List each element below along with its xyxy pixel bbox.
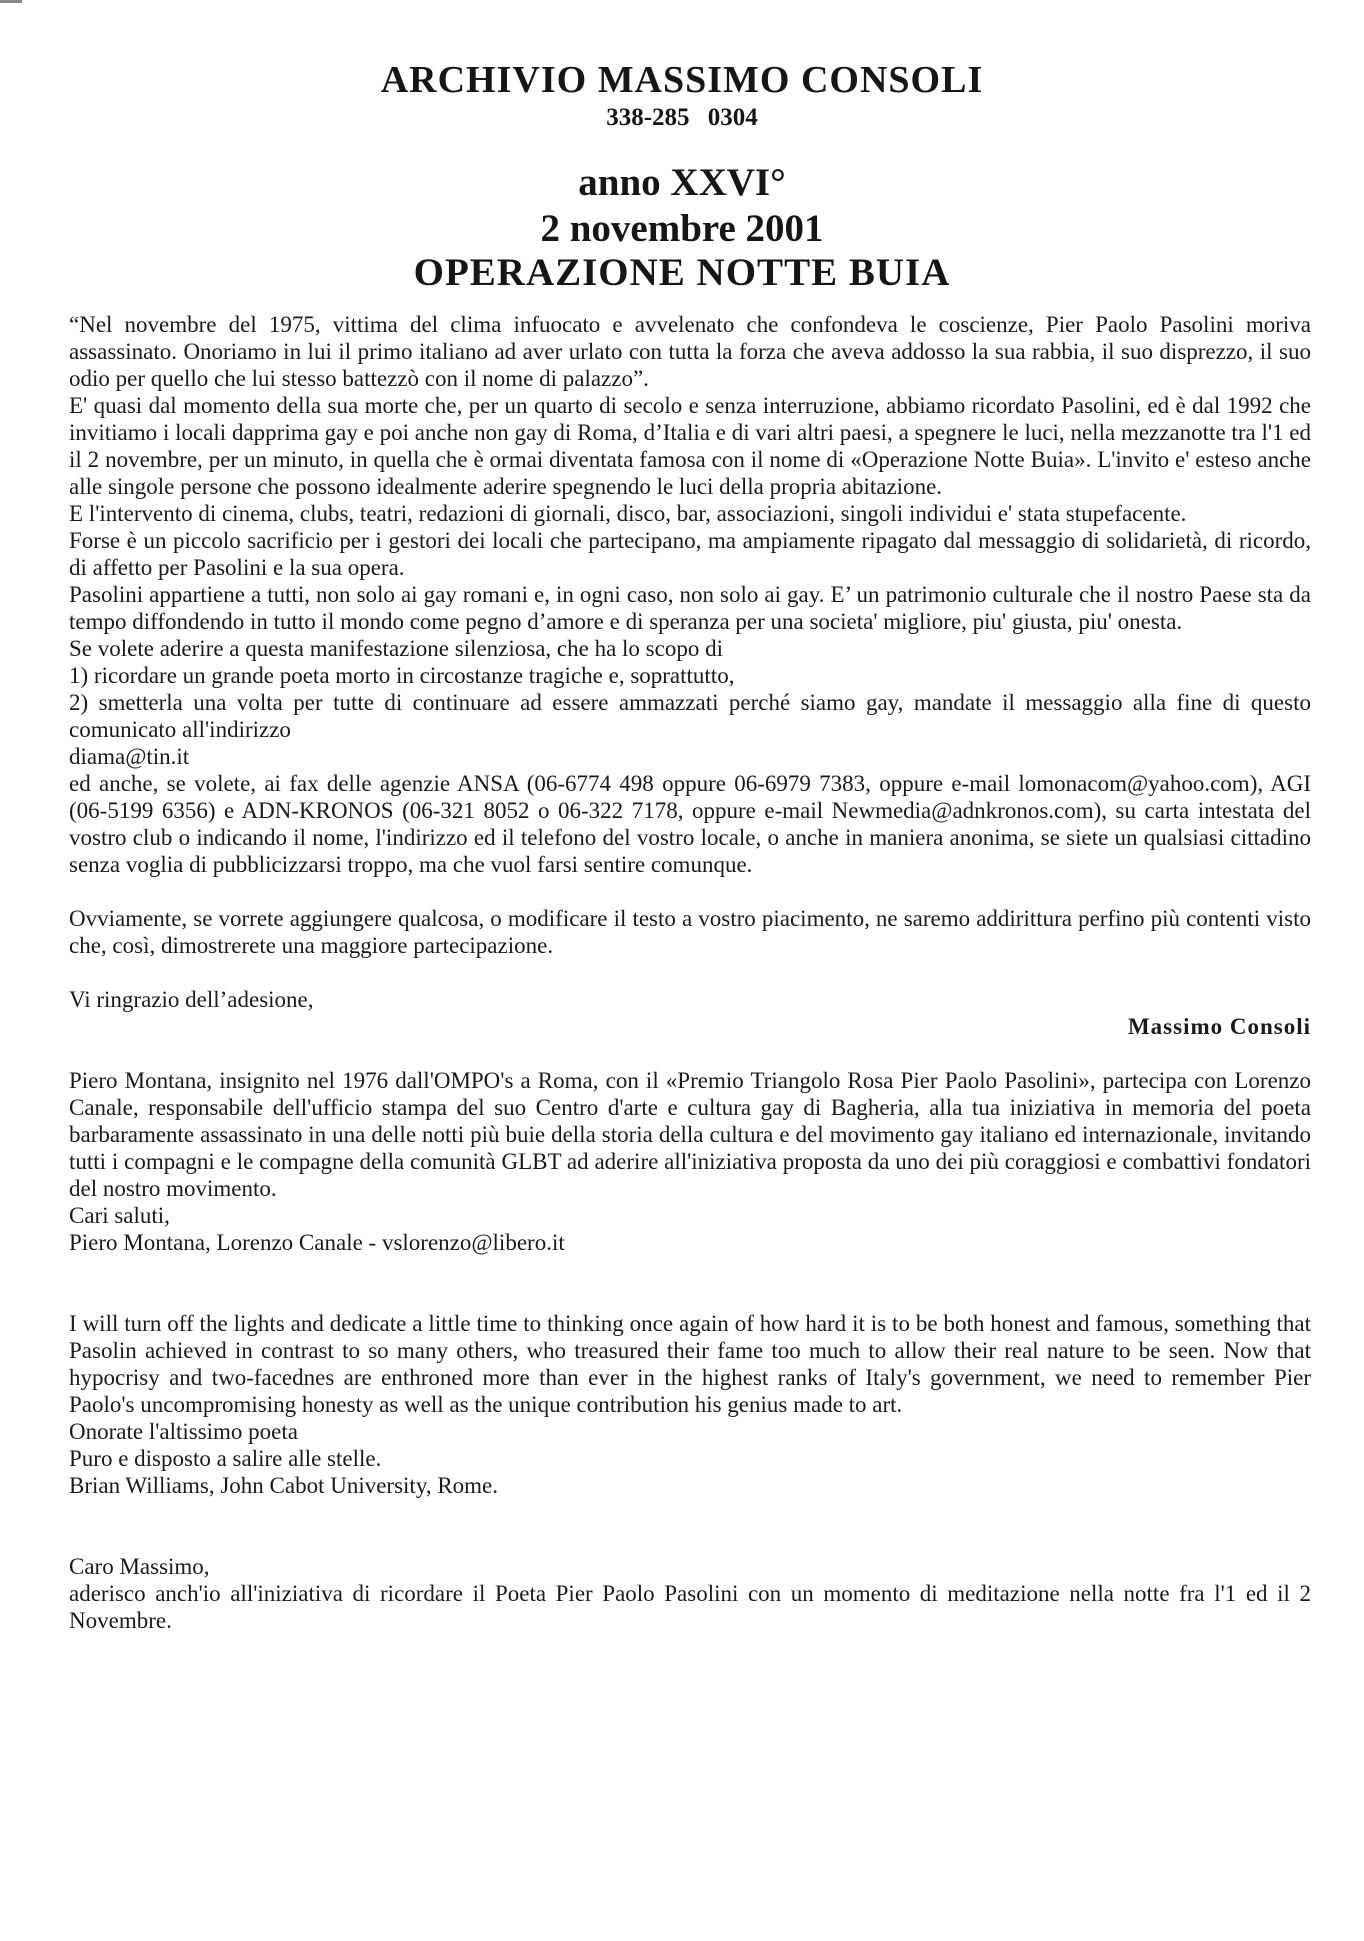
- operation-heading: OPERAZIONE NOTTE BUIA: [413, 251, 951, 294]
- paragraph-adhesion: aderisco anch'io all'iniziativa di ricordare il Poeta Pier Paolo Pasolini con un momento di meditazione nella notte fra l'1 ed il 2 Novembre.: [69, 1581, 1311, 1633]
- archive-phone: 338-285 0304: [606, 104, 758, 131]
- paragraph-sacrifice: Forse è un piccolo sacrificio per i gestori dei locali che partecipano, ma ampiamente ripagato dal messaggio di solidarietà, di ricordo, di affetto per Pasolini e la sua opera.: [69, 528, 1311, 580]
- paragraph-history: E' quasi dal momento della sua morte che, per un quarto di secolo e senza interruzione, abbiamo ricordato Pasolini, ed è dal 1992 che invitiamo i locali dapprima gay e poi anche non gay di Roma, d’Italia e di vari altri paesi, a spegnere le luci, nella mezzanotte tra l'1 ed il 2 novembre, per un minuto, in quella che è ormai diventata famosa con il nome di «Operazione Notte Buia». L'invito e' esteso anche alle singole persone che possono idealmente aderire spegnendo le luci della propria abitazione.: [69, 393, 1311, 499]
- paragraph-modify: Ovviamente, se vorrete aggiungere qualcosa, o modificare il testo a vostro piacimento, ne saremo addirittura perfino più contenti visto che, così, dimostrerete una maggiore partecipazione.: [69, 906, 1311, 958]
- letter-body: [69, 311, 1311, 1634]
- williams-signature: Brian Williams, John Cabot University, Rome.: [69, 1473, 499, 1498]
- salutation: Caro Massimo,: [69, 1554, 210, 1579]
- list-item-1: 1) ricordare un grande poeta morto in circostanze tragiche e, soprattutto,: [69, 663, 735, 688]
- paragraph-participation: E l'intervento di cinema, clubs, teatri, redazioni di giornali, disco, bar, associazioni, singoli individui e' stata stupefacente.: [69, 501, 1187, 526]
- archive-title: ARCHIVIO MASSIMO CONSOLI: [380, 59, 984, 101]
- date-heading: 2 novembre 2001: [540, 207, 824, 250]
- montana-signature: Piero Montana, Lorenzo Canale - vslorenzo@libero.it: [69, 1230, 565, 1255]
- year-heading: anno XXVI°: [578, 161, 786, 204]
- poem-line-2: Puro e disposto a salire alle stelle.: [69, 1446, 382, 1471]
- thanks-line: Vi ringrazio dell’adesione,: [69, 987, 314, 1012]
- scan-mark: [0, 0, 22, 3]
- poem-line-1: Onorate l'altissimo poeta: [69, 1419, 298, 1444]
- signature: Massimo Consoli: [1127, 1014, 1311, 1039]
- greeting-line: Cari saluti,: [69, 1203, 170, 1228]
- paragraph-montana: Piero Montana, insignito nel 1976 dall'OMPO's a Roma, con il «Premio Triangolo Rosa Pier Paolo Pasolini», partecipa con Lorenzo Canale, responsabile dell'ufficio stampa del suo Centro d'arte e cultura gay di Bagheria, alla tua iniziativa in memoria del poeta barbaramente assassinato in una delle notti più buie della storia della cultura e del movimento gay italiano ed internazionale, invitando tutti i compagni e le compagne della comunità GLBT ad aderire all'iniziativa proposta da uno dei più coraggiosi e combattivi fondatori del nostro movimento.: [69, 1068, 1311, 1201]
- paragraph-invitation: Se volete aderire a questa manifestazione silenziosa, che ha lo scopo di: [69, 636, 723, 661]
- paragraph-heritage: Pasolini appartiene a tutti, non solo ai gay romani e, in ogni caso, non solo ai gay. E’ un patrimonio culturale che il nostro Paese sta da tempo diffondendo in tutto il mondo come pegno d’amore e di speranza per una societa' migliore, piu' giusta, piu' onesta.: [69, 582, 1311, 634]
- paragraph-intro-quote: “Nel novembre del 1975, vittima del clima infuocato e avvelenato che confondeva le coscienze, Pier Paolo Pasolini moriva assassinato. Onoriamo in lui il primo italiano ad aver urlato con tutta la forza che aveva addosso la sua rabbia, il suo disprezzo, il suo odio per quello che lui stesso battezzò con il nome di palazzo”.: [69, 312, 1311, 391]
- paragraph-contacts: ed anche, se volete, ai fax delle agenzie ANSA (06-6774 498 oppure 06-6979 7383, oppure e-mail lomonacom@yahoo.com), AGI (06-5199 6356) e ADN-KRONOS (06-321 8052 o 06-322 7178, oppure e-mail Newmedia@adnkronos.com), su carta intestata del vostro club o indicando il nome, l'indirizzo ed il telefono del vostro locale, o anche in maniera anonima, se siete un qualsiasi cittadino senza voglia di pubblicizzarsi troppo, ma che vuol farsi sentire comunque.: [69, 771, 1311, 877]
- list-item-2: 2) smetterla una volta per tutte di continuare ad essere ammazzati perché siamo gay, mandate il messaggio alla fine di questo comunicato all'indirizzo: [69, 690, 1311, 742]
- paragraph-english: I will turn off the lights and dedicate a little time to thinking once again of how hard it is to be both honest and famous, something that Pasolin achieved in contrast to so many others, who treasured their fame too much to allow their real nature to be seen. Now that hypocrisy and two-facednes are enthroned more than ever in the highest ranks of Italy's government, we need to remember Pier Paolo's uncompromising honesty as well as the unique contribution his genius made to art.: [69, 1311, 1311, 1417]
- email-diama: diama@tin.it: [69, 744, 190, 769]
